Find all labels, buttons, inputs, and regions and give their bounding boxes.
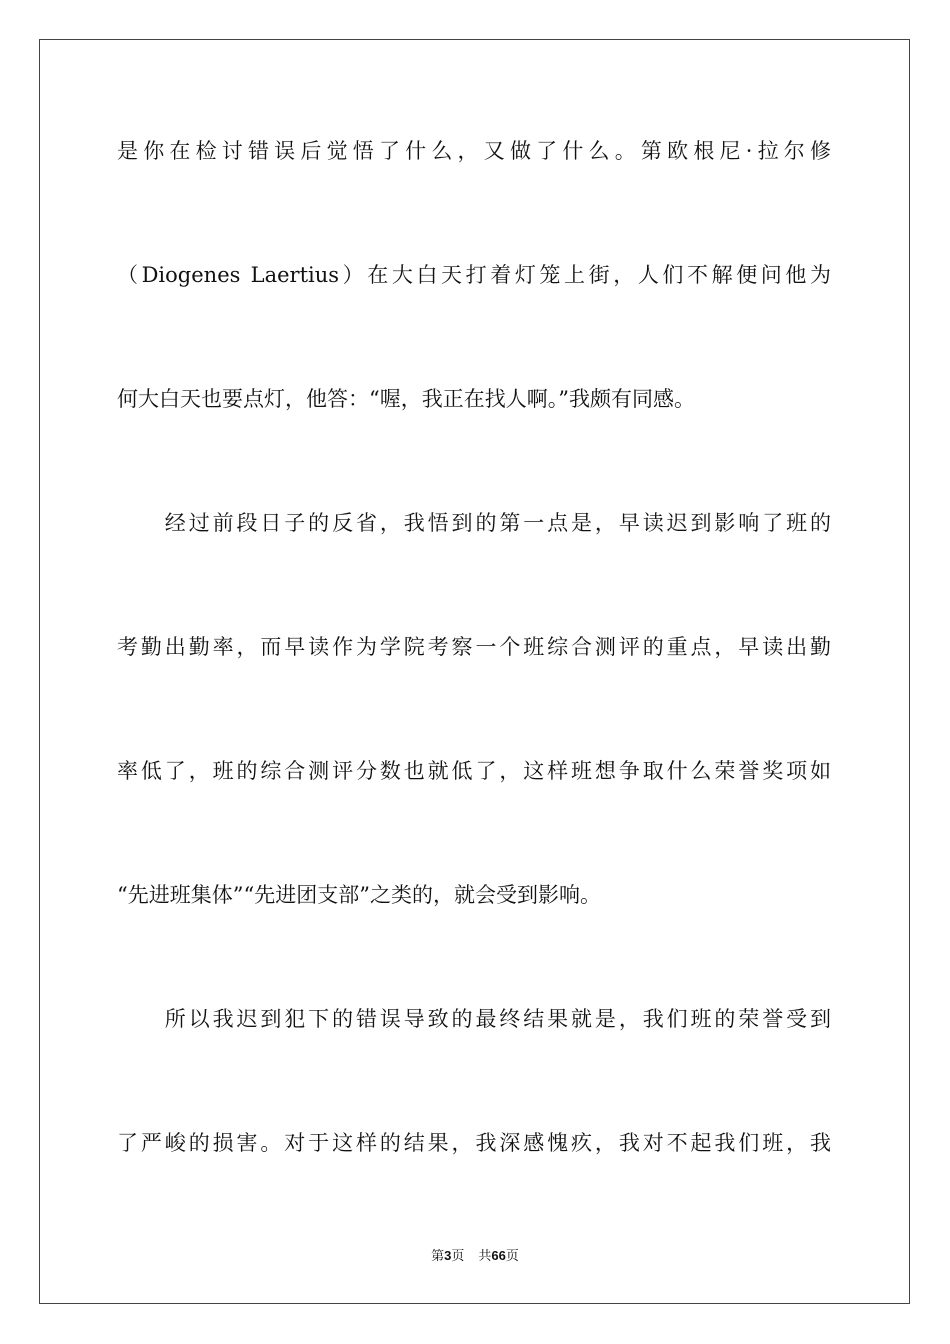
body-text-line-1: 是你在检讨错误后觉悟了什么，又做了什么。第欧根尼·拉尔修 xyxy=(117,139,831,163)
body-text-line-8: 所以我迟到犯下的错误导致的最终结果就是，我们班的荣誉受到 xyxy=(117,1007,831,1031)
body-text-line-6: 率低了，班的综合测评分数也就低了，这样班想争取什么荣誉奖项如 xyxy=(117,759,831,783)
body-text-line-4: 经过前段日子的反省，我悟到的第一点是，早读迟到影响了班的 xyxy=(117,511,831,535)
page-prefix: 第 xyxy=(431,1249,445,1264)
page-number: 3 xyxy=(444,1248,452,1263)
page-footer xyxy=(0,1247,950,1266)
page-suffix: 页 xyxy=(451,1249,465,1264)
total-prefix: 共 xyxy=(478,1249,492,1264)
page-border xyxy=(39,39,910,1304)
body-text-line-2: （Diogenes Laertius）在大白天打着灯笼上街，人们不解便问他为 xyxy=(117,263,831,287)
body-text-line-3: 何大白天也要点灯，他答：“喔，我正在找人啊。”我颇有同感。 xyxy=(117,387,695,411)
body-text-line-5: 考勤出勤率，而早读作为学院考察一个班综合测评的重点，早读出勤 xyxy=(117,635,831,659)
total-suffix: 页 xyxy=(505,1249,519,1264)
body-text-line-9: 了严峻的损害。对于这样的结果，我深感愧疚，我对不起我们班，我 xyxy=(117,1131,831,1155)
total-pages: 66 xyxy=(491,1248,506,1263)
body-text-line-7: “先进班集体”“先进团支部”之类的，就会受到影响。 xyxy=(117,883,601,907)
